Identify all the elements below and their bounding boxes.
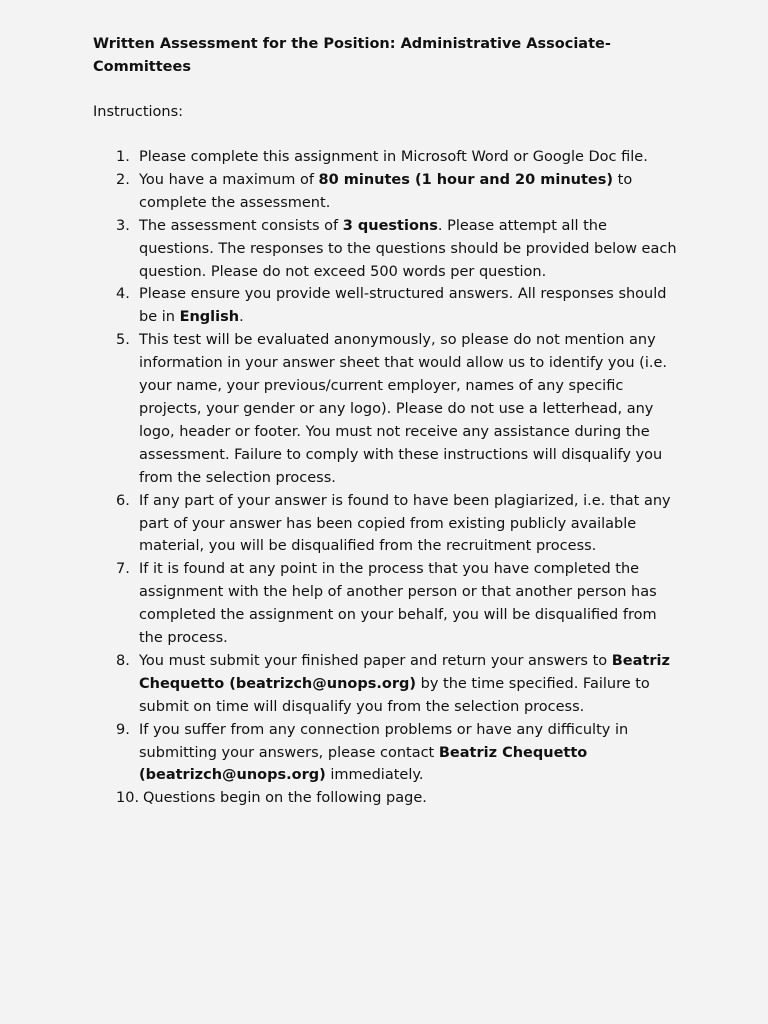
instruction-text: [139, 332, 667, 485]
instruction-text-segment: Please complete this assignment in Microsoft Word or Google Doc file.: [139, 149, 648, 165]
instruction-text-segment: If it is found at any point in the process that you have completed the assignment with the help of another person or that another person has completed the assignment on your behalf, you will be disqualified from the process.: [139, 561, 657, 647]
instruction-text: [139, 722, 628, 784]
instruction-text: [139, 286, 666, 325]
instruction-text-segment: You must submit your finished paper and return your answers to: [139, 652, 612, 669]
instruction-item: [93, 146, 683, 169]
instruction-text-segment: immediately.: [325, 767, 424, 784]
document-page: [93, 33, 683, 810]
instruction-item: [93, 490, 683, 559]
instruction-number: 10.: [116, 790, 140, 807]
instruction-number: 7.: [116, 561, 130, 578]
instruction-text-bold: 3 questions: [342, 217, 438, 234]
instruction-number: 6.: [116, 492, 130, 509]
instruction-text: [139, 218, 677, 280]
instruction-text: [139, 493, 671, 555]
instruction-text-segment: by the time specified. Failure to submit on time will disqualify you from the selection process.: [139, 675, 650, 715]
instruction-text-segment: .: [239, 309, 244, 326]
instruction-number: 4.: [116, 286, 130, 303]
instruction-item: [93, 558, 683, 650]
instructions-label: Instructions:: [93, 104, 184, 120]
instruction-text-segment: Please ensure you provide well-structured answers. All responses should be in: [139, 286, 667, 326]
instruction-item: [93, 283, 683, 329]
instruction-item: [93, 787, 683, 810]
instruction-item: [93, 329, 683, 489]
document-title: Written Assessment for the Position: Administrative Associate-Committees: [93, 36, 611, 75]
instruction-number: 1.: [116, 149, 130, 165]
instruction-text-bold: English: [179, 309, 240, 326]
instruction-text: [139, 561, 657, 646]
instruction-text-segment: This test will be evaluated anonymously, so please do not mention any information in your answer sheet that would allow us to identify you (i.e. your name, your previous/current employer, names of any specific projects, your gender or any logo). Please do not use a letterhead, any logo, header or footer. You must not receive any assistance during the assessment. Failure to comply with these instructions will disqualify you from the selection process.: [139, 332, 667, 486]
instruction-number: 5.: [116, 332, 130, 349]
instruction-number: 2.: [116, 171, 130, 188]
instruction-text: [139, 149, 648, 165]
instruction-text-bold: Beatriz Chequetto (beatrizch@unops.org): [139, 744, 588, 784]
instruction-text: [139, 653, 670, 715]
instruction-text: [143, 790, 427, 806]
instruction-number: 3.: [116, 217, 130, 234]
instruction-text-segment: to complete the assessment.: [139, 171, 633, 211]
instruction-text-segment: If you suffer from any connection problems or have any difficulty in submitting your answers, please contact: [139, 721, 629, 761]
instruction-text-segment: Questions begin on the following page.: [143, 790, 427, 807]
instruction-text-bold: 80 minutes (1 hour and 20 minutes): [318, 171, 614, 188]
instruction-text-segment: If any part of your answer is found to have been plagiarized, i.e. that any part of your answer has been copied from existing publicly available material, you will be disqualified from the recruitment process.: [139, 492, 671, 555]
instruction-number: 9.: [116, 721, 130, 738]
instruction-text-segment: . Please attempt all the questions. The responses to the questions should be provided below each question. Please do not exceed 500 words per question.: [139, 217, 677, 280]
instruction-text-segment: The assessment consists of: [139, 217, 343, 234]
instruction-item: [93, 719, 683, 788]
instruction-text: [139, 172, 632, 211]
instruction-item: [93, 169, 683, 215]
instruction-text-bold: Beatriz Chequetto (beatrizch@unops.org): [139, 652, 670, 692]
instruction-item: [93, 215, 683, 284]
instruction-number: 8.: [116, 652, 130, 669]
instruction-item: [93, 650, 683, 719]
instruction-text-segment: You have a maximum of: [139, 171, 319, 188]
instruction-list: [93, 146, 683, 810]
